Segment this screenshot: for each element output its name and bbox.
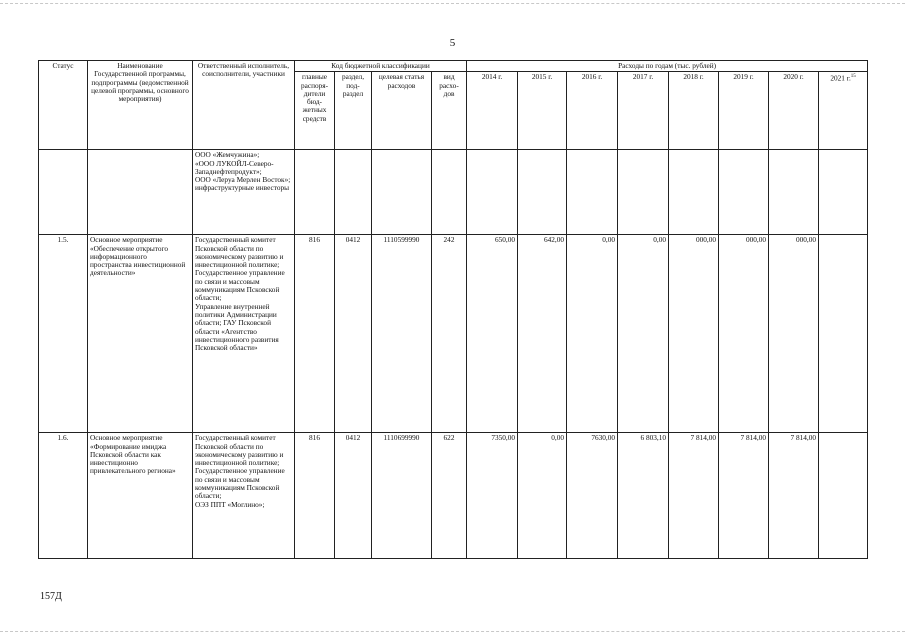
cell-value: 000,00 <box>669 235 719 433</box>
cell-value <box>669 150 719 235</box>
cell-kind <box>432 150 467 235</box>
cell-target: 1110599990 <box>372 235 432 433</box>
cell-status: 1.5. <box>39 235 88 433</box>
cell-section: 0412 <box>335 433 372 559</box>
responsible-line: ООО «Леруа Мерлен Восток»; <box>195 175 291 185</box>
table-row <box>39 433 868 559</box>
scan-edge-bottom <box>0 631 905 632</box>
cell-value: 7 814,00 <box>719 433 769 559</box>
cell-value: 7630,00 <box>567 433 618 559</box>
budget-table <box>38 60 868 559</box>
footnote-mark: 15 <box>850 74 856 80</box>
cell-value: 7 814,00 <box>669 433 719 559</box>
responsible-line: «ООО ЛУКОЙЛ-Северо-Западнефтепродукт»; <box>195 158 274 176</box>
responsible-line: Государственное управление по связи и массовым коммуникациям Псковской области; <box>195 466 285 501</box>
cell-value: 650,00 <box>467 235 518 433</box>
cell-grbs <box>295 150 335 235</box>
header-name: Наименование Государственной программы, подпрограммы (ведомственной целевой программы, основного мероприятия) <box>88 61 193 150</box>
header-kind: вид расхо-дов <box>432 72 467 150</box>
header-grbs: главные распоря-дители бюд-жетных средств <box>295 72 335 150</box>
cell-responsible <box>193 433 295 559</box>
cell-name: Основное мероприятие «Обеспечение открытого информационного пространства инвестиционной деятельности» <box>88 235 193 433</box>
cell-value: 000,00 <box>719 235 769 433</box>
header-year-2014: 2014 г. <box>467 72 518 150</box>
header-year-2020: 2020 г. <box>769 72 819 150</box>
table-row <box>39 235 868 433</box>
cell-value: 000,00 <box>769 235 819 433</box>
cell-value <box>618 150 669 235</box>
cell-responsible <box>193 235 295 433</box>
scan-edge-top <box>0 3 905 4</box>
responsible-line: Государственный комитет Псковской области по экономическому развитию и инвестиционной политике; <box>195 235 284 270</box>
cell-status <box>39 150 88 235</box>
footer-code: 157Д <box>40 591 62 602</box>
cell-value <box>467 150 518 235</box>
header-year-2016: 2016 г. <box>567 72 618 150</box>
header-year-2017: 2017 г. <box>618 72 669 150</box>
cell-responsible <box>193 150 295 235</box>
cell-kind: 242 <box>432 235 467 433</box>
responsible-line: Государственное управление по связи и массовым коммуникациям Псковской области; <box>195 268 285 303</box>
responsible-line: Государственный комитет Псковской области по экономическому развитию и инвестиционной политике; <box>195 433 284 468</box>
cell-name <box>88 150 193 235</box>
cell-grbs: 816 <box>295 433 335 559</box>
cell-grbs: 816 <box>295 235 335 433</box>
header-year-2018: 2018 г. <box>669 72 719 150</box>
cell-value: 0,00 <box>567 235 618 433</box>
cell-value <box>819 150 868 235</box>
cell-value: 7350,00 <box>467 433 518 559</box>
header-year-2021 <box>819 72 868 150</box>
cell-value <box>819 433 868 559</box>
cell-value: 0,00 <box>618 235 669 433</box>
cell-value <box>518 150 567 235</box>
cell-value: 6 803,10 <box>618 433 669 559</box>
cell-target: 1110699990 <box>372 433 432 559</box>
cell-target <box>372 150 432 235</box>
responsible-line: инфраструктурные инвесторы <box>195 183 290 193</box>
header-year-2019: 2019 г. <box>719 72 769 150</box>
page-number: 5 <box>449 37 456 49</box>
cell-value <box>819 235 868 433</box>
cell-value: 7 814,00 <box>769 433 819 559</box>
cell-value <box>567 150 618 235</box>
cell-status: 1.6. <box>39 433 88 559</box>
cell-section: 0412 <box>335 235 372 433</box>
table-header-row-1 <box>39 61 868 72</box>
responsible-line: Управление внутренней политики Администрации области; ГАУ Псковской области «Агентство инвестиционного развития Псковской области» <box>195 301 279 353</box>
header-target: целевая статья расходов <box>372 72 432 150</box>
header-section: раздел, под-раздел <box>335 72 372 150</box>
header-expenses: Расходы по годам (тыс. рублей) <box>467 61 868 72</box>
table-row <box>39 150 868 235</box>
cell-value <box>719 150 769 235</box>
responsible-line: ООО «Жемчужина»; <box>195 150 260 160</box>
header-year-2015: 2015 г. <box>518 72 567 150</box>
cell-kind: 622 <box>432 433 467 559</box>
cell-name: Основное мероприятие «Формирование имиджа Псковской области как инвестиционно привлекательного региона» <box>88 433 193 559</box>
header-status: Статус <box>39 61 88 150</box>
header-year-2021-label: 2021 г. <box>830 73 851 83</box>
header-budget-code: Код бюджетной классификации <box>295 61 467 72</box>
cell-section <box>335 150 372 235</box>
cell-value: 642,00 <box>518 235 567 433</box>
cell-value <box>769 150 819 235</box>
responsible-line: ОЭЗ ППТ «Моглино»; <box>195 499 265 509</box>
cell-value: 0,00 <box>518 433 567 559</box>
header-responsible: Ответственный исполнитель, соисполнители, участники <box>193 61 295 150</box>
